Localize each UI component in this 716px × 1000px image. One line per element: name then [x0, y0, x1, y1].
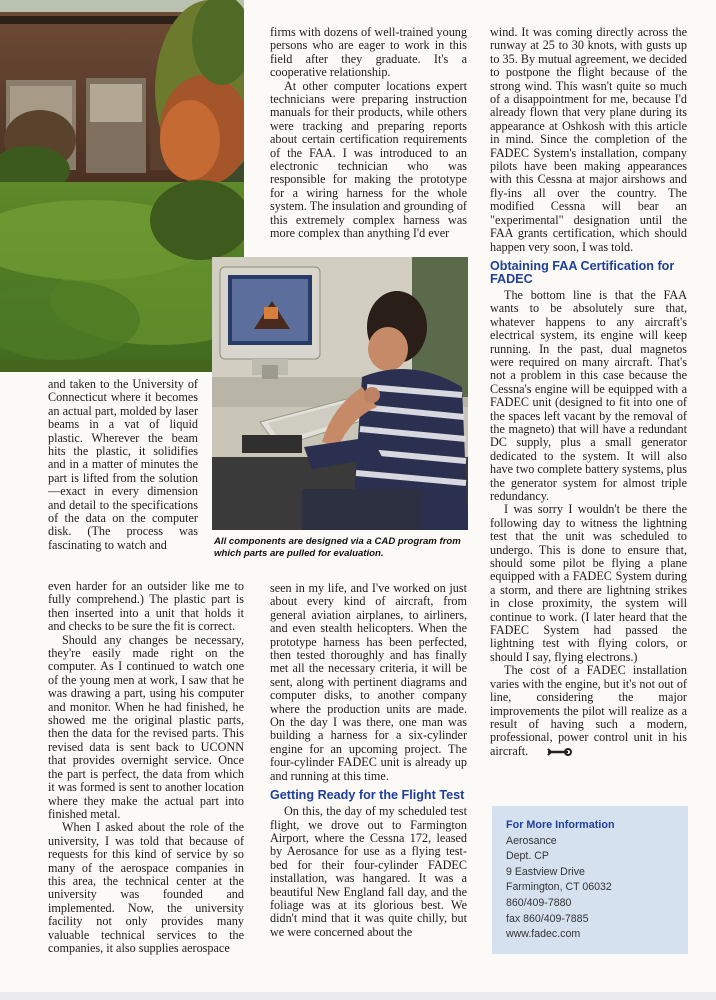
col2-paragraph-1: firms with dozens of well-trained young persons who are eager to work in this field after they graduate. It's a cooperative relationship.	[270, 25, 467, 80]
info-website[interactable]: www.fadec.com	[506, 928, 581, 941]
col2-paragraph-3: seen in my life, and I've worked on just about every kind of aircraft, from general aviation airplanes, to airliners, and even stealth helicopters. When the prototype harness has been perfected, then tested thoroughly and has finally met all the necessary criteria, it will be sent, along with pertinent diagrams and computer disks, to another company where the production units are made. On the day I was there, one man was building a harness for a six-cylinder engine for an upcoming project. The four-cylinder FADEC unit is already up and running at this time.	[270, 581, 467, 783]
info-phone: 860/409-7880	[506, 896, 572, 909]
info-city: Farmington, CT 06032	[506, 881, 612, 894]
info-fax: fax 860/409-7885	[506, 912, 589, 925]
col1-paragraph-1-cont: even harder for an outsider like me to fully comprehend.) The plastic part is then inserted into a unit that holds it and checks to be sure the fit is correct.	[48, 579, 244, 634]
col1-paragraph-2: Should any changes be necessary, they're easily made right on the computer. As I continued to watch one of the young men at work, I saw that he was drawing a part, using his computer and monitor. When he had finished, he showed me the original plastic parts, then the data for the revised parts. This revised data is sent back to UCONN that provides overnight service. Once the part is perfect, the data from which it was formed is sent to another location where they make the actual part into finished metal.	[48, 632, 244, 821]
column-2-top	[270, 26, 467, 241]
column-1-top	[48, 378, 198, 552]
col1-paragraph-3: When I asked about the role of the university, I was told that because of requests for this kind of service by so many of the aerospace companies in this area, the technical center at the university was founded and implemented. Now, the university facility not only provides many valuable technical services to the companies, it also supplies aerospace	[48, 820, 244, 955]
col2-paragraph-4: On this, the day of my scheduled test flight, we drove out to Farmington Airport, where the Cessna 172, leased by Aerosance for use as a flying test-bed for their four-cylinder FADEC installation, was hangared. It was a beautiful New England fall day, and the foliage was at its glorious best. We didn't mind that it was quite chilly, but we were concerned about the	[270, 804, 467, 939]
col1-paragraph-1: and taken to the University of Connecticut where it becomes an actual part, molded by laser beams in a vat of liquid plastic. Wherever the beam hits the plastic, it solidifies and in a matter of minutes the part is lifted from the solution—exact in every dimension and detail to the specifications of the data on the computer disk. (The process was fascinating to watch and	[48, 377, 198, 552]
col3-paragraph-4	[490, 664, 687, 758]
photo-caption: All components are designed via a CAD program from which parts are pulled for evaluation.	[214, 536, 461, 559]
col3-paragraph-2: The bottom line is that the FAA wants to be absolutely sure that, whatever happens to any aircraft's electrical system, its engine will keep running. In the past, dual magnetos were required on many aircraft. That's not a problem in this case because the Cessna's engine will be equipped with a FADEC unit (designed to fit into one of the spaces left vacant by the removal of the magneto) that will have a redundant DC supply, plus a small generator dedicated to the system. It will also have two complete battery systems, plus the generator system for almost triple redundancy.	[490, 287, 687, 503]
info-street: 9 Eastview Drive	[506, 865, 585, 878]
column-3	[490, 26, 687, 758]
col2-paragraph-2: At other computer locations expert technicians were preparing instruction manuals for their products, while others were tracking and preparing reports about certain certification requirements of the FAA. I was introduced to an electronic technician who was responsible for making the prototype for a wiring harness for the whole system. The insulation and grounding of this extremely complex harness was more complex than anything I'd ever	[270, 78, 467, 241]
building-photo	[0, 0, 244, 372]
section-heading-faa-certification: Obtaining FAA Certification for FADEC	[490, 258, 675, 286]
column-1-bottom	[48, 580, 244, 955]
col3-paragraph-1: wind. It was coming directly across the runway at 25 to 30 knots, with gusts up to 35. By mutual agreement, we decided to postpone the flight because of the strong wind. This wasn't quite so much of a disappointment for me, because I'd already flown that very plane during its appearance at Oshkosh with this article in mind. Since the completion of the FADEC System's installation, company pilots have been making appearances with this Cessna at major airshows and fly-ins all over the country. The modified Cessna will bear an "experimental" designation until the FAA grants certification, which should happen very soon, I was told.	[490, 25, 687, 254]
cad-workstation-photo	[212, 257, 468, 530]
info-dept: Dept. CP	[506, 850, 549, 863]
wrench-icon	[546, 747, 572, 757]
section-heading-flight-test: Getting Ready for the Flight Test	[270, 788, 465, 803]
col3-paragraph-3: I was sorry I wouldn't be there the following day to witness the lightning test that the unit was scheduled to undergo. This is done to ensure that, should some pilot be flying a plane equipped with a FADEC System during a storm, and there are lightning strikes in close proximity, the system will continue to work. (I later heard that the FADEC System had passed the lightning test with flying colors, or should I say, flying electrons.)	[490, 502, 687, 664]
page-bottom-edge	[0, 992, 716, 1000]
col3-paragraph-4-text: The cost of a FADEC installation varies with the engine, but it's not out of line, considering the major improvements the pilot will realize as a result of having such a modern, professional, power control unit in his aircraft.	[490, 663, 687, 758]
more-info-box	[492, 806, 688, 954]
info-heading: For More Information	[506, 819, 615, 831]
column-2-bottom	[270, 582, 467, 939]
info-company: Aerosance	[506, 834, 557, 847]
